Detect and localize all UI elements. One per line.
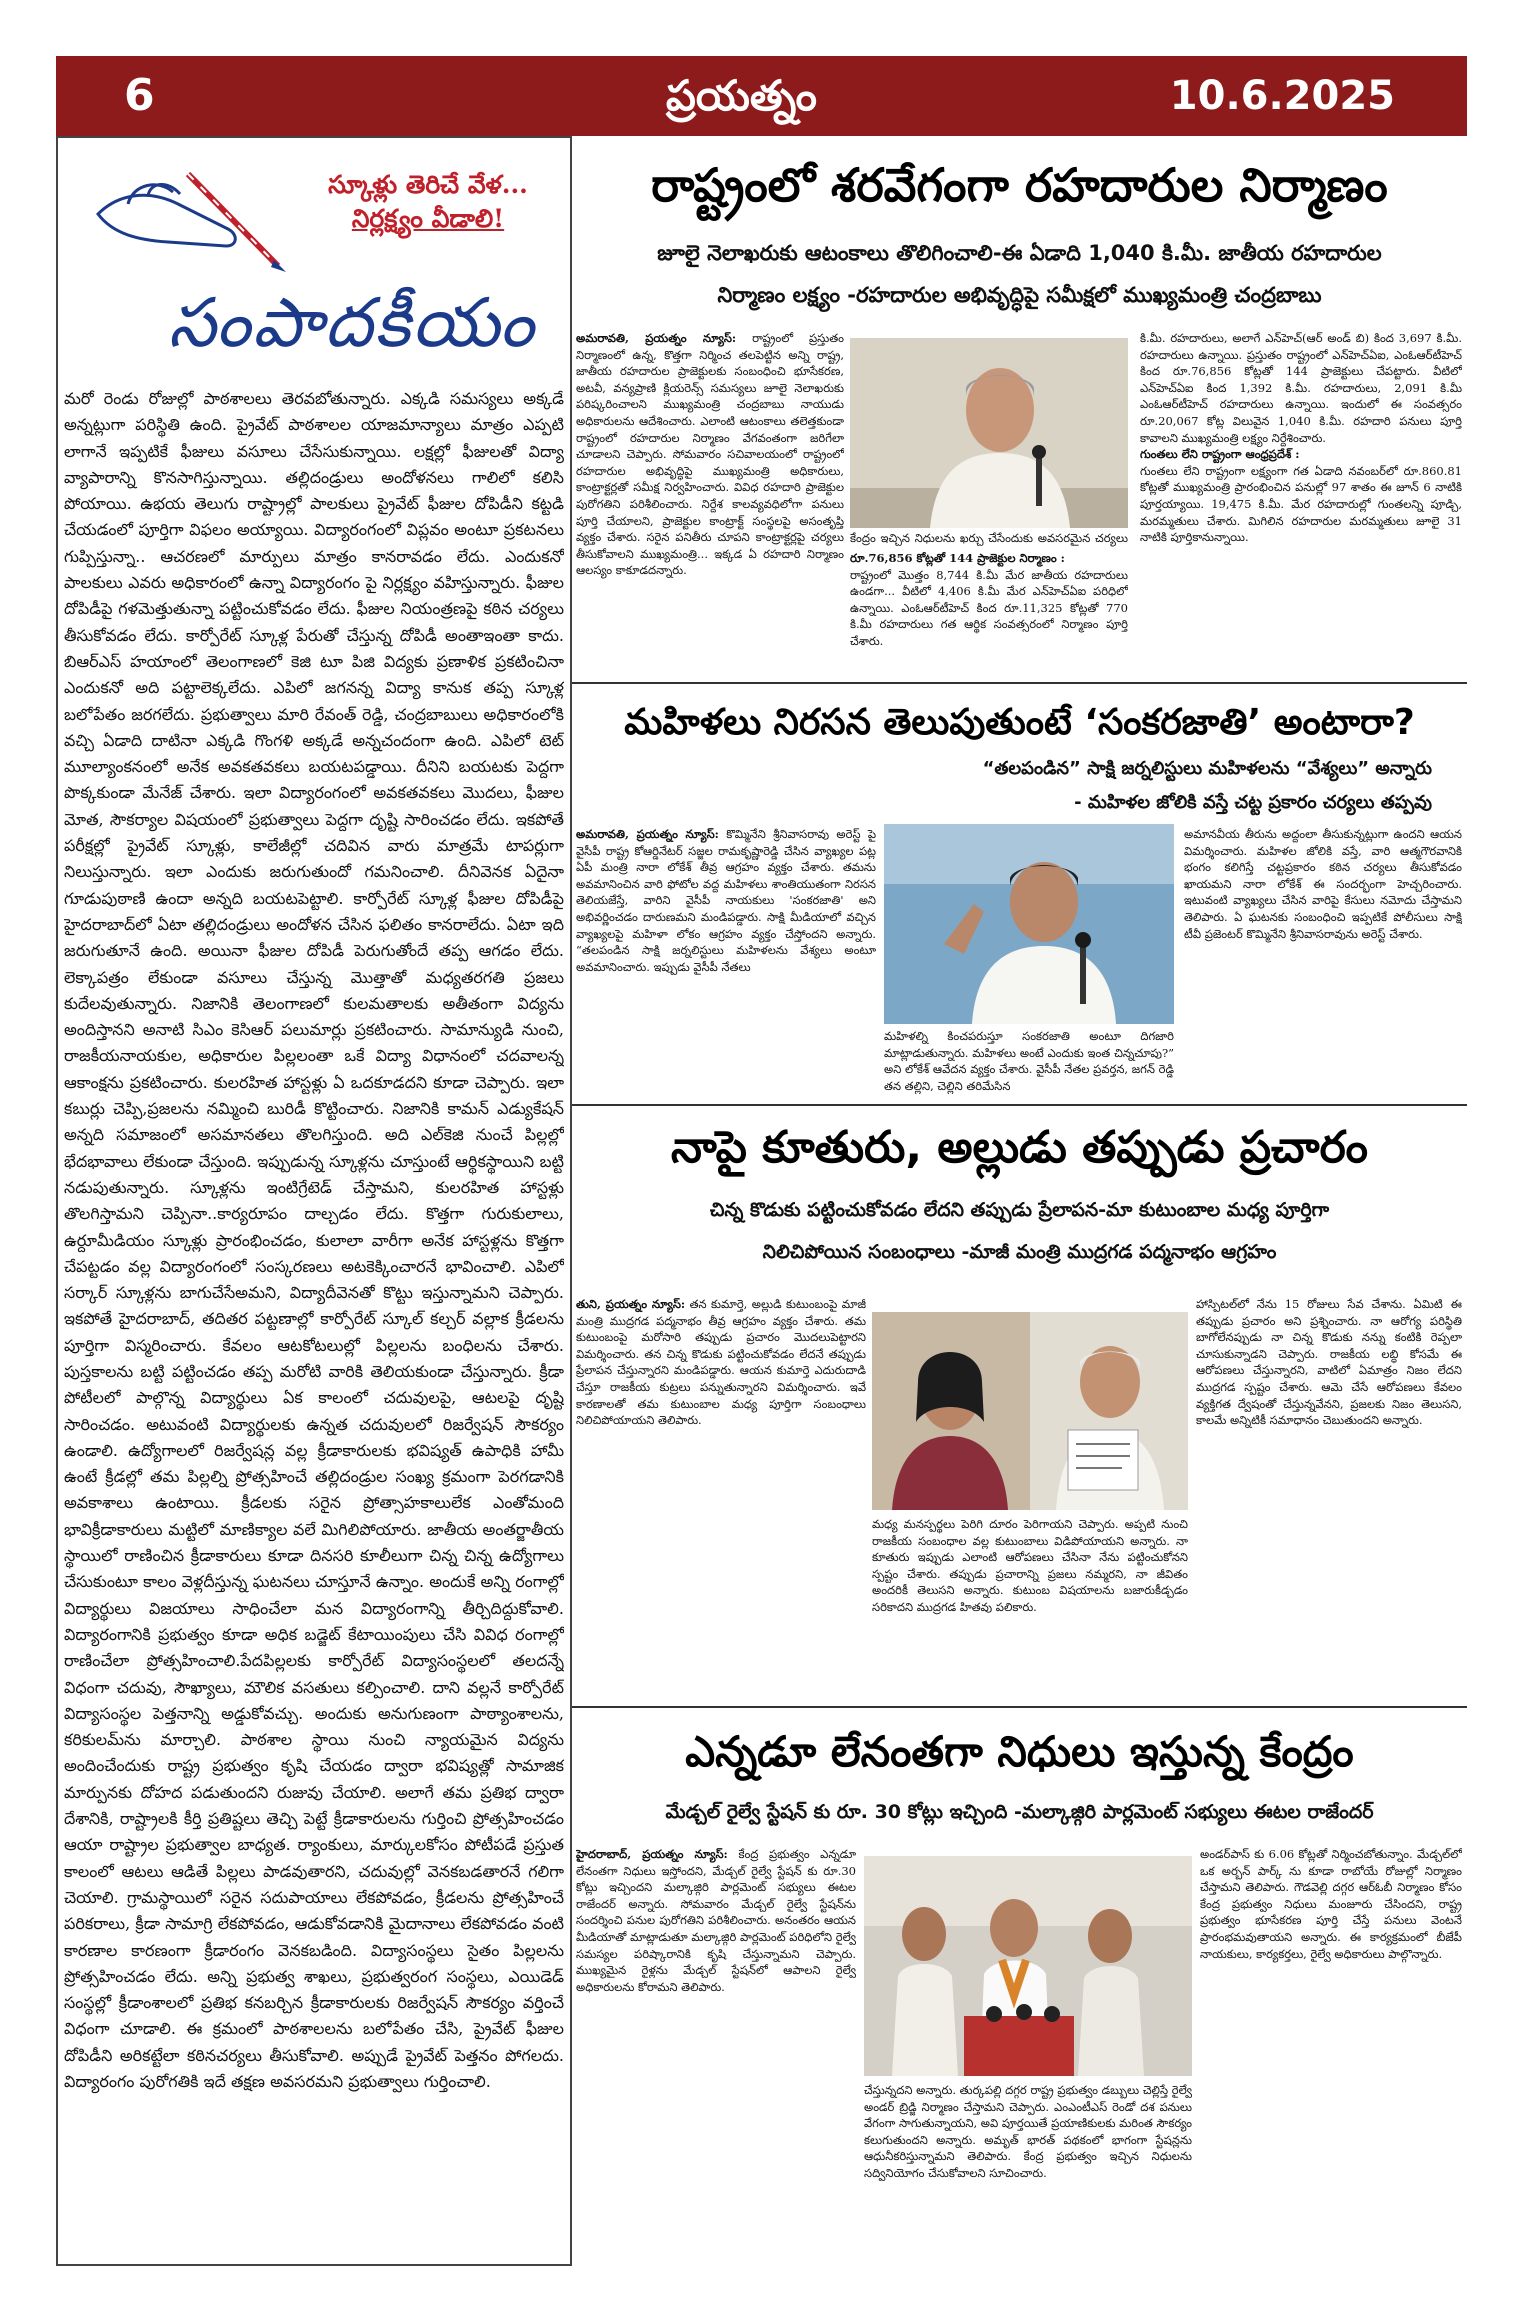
article-text: హాస్పిటల్‌లో నేను 15 రోజులు సేవ చేశాను. ఏమిటి ఈ తప్పుడు ప్రచారం అని ప్రశ్నించారు. నా ఆరోగ్య పరిస్థితి బాగోలేనప్పుడు నా చిన్న కొడుకు నన్ను కంటికి రెప్పలా చూసుకున్నాడని చెప్పారు. రాజకీయ లబ్ధి కోసమే ఈ ఆరోపణలు చేస్తున్నారని, వాటిలో ఏమాత్రం నిజం లేదని ముద్రగడ స్పష్టం చేశారు. ఆమె చేసే ఆరోపణలు కేవలం వ్యక్తిగత ద్వేషంతో చేస్తున్నవేనని, ప్రజలకు నిజం తెలుసని, కాలమే అన్నిటికీ సమాధానం చెబుతుందని అన్నారు. — [1196, 1297, 1462, 1428]
editorial-headline-line2: నిర్లక్ష్యం వీడాలి! — [351, 204, 505, 233]
article-text: కొమ్మినేని శ్రీనివాసరావు అరెస్ట్ పై వైసీపీ రాష్ట్ర కోఆర్డినేటర్ సజ్జల రామకృష్ణారెడ్డి చేసిన వ్యాఖ్యల పట్ల ఏపీ మంత్రి నారా లోకేశ్ తీవ్ర ఆగ్రహం వ్యక్తం చేశారు. తమను అవమానించిన వారి ఫోటోల వద్ద మహిళలు శాంతియుతంగా నిరసన తెలియజేస్తే, వారిని వైసీపీ నాయకులు 'సంకరజాతి' అని అభివర్ణించడం దారుణమని మండిపడ్డారు. సాక్షి మీడియాలో వచ్చిన వ్యాఖ్యలపై మహిళా లోకం ఆగ్రహం వ్యక్తం చేస్తోందని అన్నారు. “తలపండిన సాక్షి జర్నలిస్టులు మహిళలను వేశ్యలు అంటూ అవమానించారు. ఇప్పుడు వైసీపీ నేతలు — [576, 827, 876, 974]
article-deck-roads-1: జూలై నెలాఖరుకు ఆటంకాలు తొలిగించాలి-ఈ ఏడాది 1,040 కి.మీ. జాతీయ రహదారుల — [657, 241, 1382, 265]
article-body-women-col1 — [576, 826, 876, 1094]
photo-lokesh — [884, 824, 1174, 1024]
article-body-funds-col3 — [1200, 1846, 1462, 2260]
photo-etela-rajender-press-meet — [864, 1856, 1192, 2076]
section-divider — [572, 682, 1467, 684]
photo-mudragada-family — [872, 1312, 1188, 1510]
article-text: కేంద్ర ప్రభుత్వం ఎన్నడూ లేనంతగా నిధులు ఇస్తోందని, మేడ్చల్ రైల్వే స్టేషన్ కు రూ.30 కోట్లు ఇచ్చిందని మల్కాజ్గిరి పార్లమెంట్ సభ్యులు ఈటల రాజేందర్ అన్నారు. సోమవారం మేడ్చల్ రైల్వే స్టేషన్‌ను సందర్శించి పనుల పురోగతిని పరిశీలించారు. అనంతరం ఆయన మీడియాతో మాట్లాడుతూ మల్కాజ్గిరి పార్లమెంట్ పరిధిలోని రైల్వే సమస్యల పరిష్కారానికి కృషి చేస్తున్నామని చెప్పారు. ముఖ్యమైన రైళ్లను మేడ్చల్ స్టేషన్‌లో ఆపాలని రైల్వే అధికారులను కోరామని తెలిపారు. — [576, 1847, 856, 1994]
article-dateline: అమరావతి, ప్రయత్నం న్యూస్: — [576, 827, 719, 841]
article-dateline: అమరావతి, ప్రయత్నం న్యూస్: — [576, 331, 737, 345]
article-text: మధ్య మనస్పర్థలు పెరిగి దూరం పెరిగాయని చెప్పారు. అప్పటి నుంచి రాజకీయ సంబంధాల వల్ల కుటుంబాలు విడిపోయాయని అన్నారు. నా కూతురు ఇప్పుడు ఎలాంటి ఆరోపణలు చేసినా నేను పట్టించుకోనని స్పష్టం చేశారు. తప్పుడు ప్రచారాన్ని ప్రజలు నమ్మరని, నా జీవితం అందరికీ తెలుసని అన్నారు. కుటుంబ విషయాలను బజారుకీడ్చడం సరికాదని ముద్రగడ హితవు పలికారు. — [872, 1517, 1188, 1614]
newspaper-name: ప్రయత్నం — [666, 71, 817, 120]
article-text: తన కుమార్తె, అల్లుడి కుటుంబంపై మాజీ మంత్రి ముద్రగడ పద్మనాభం తీవ్ర ఆగ్రహం వ్యక్తం చేశారు. తమ కుటుంబంపై మరోసారి తప్పుడు ప్రచారం మొదలుపెట్టారని విమర్శించారు. తన చిన్న కొడుకు పట్టించుకోవడం లేదనే తప్పుడు ప్రేలాపన చేస్తున్నారని మండిపడ్డారు. ఆయన కుమార్తె ఎదురుదాడి చేస్తూ రాజకీయ కుట్రలు పన్నుతున్నారని విమర్శించారు. ఇవే కారణాలతో తమ కుటుంబాల మధ్య పూర్తిగా సంబంధాలు నిలిచిపోయాయని తెలిపారు. — [576, 1297, 866, 1428]
article-headline-women-protest: మహిళలు నిరసన తెలుపుతుంటే ‘సంకరజాతి’ అంటారా? — [624, 702, 1415, 743]
article-body-mudragada-col3 — [1196, 1296, 1462, 1694]
article-text: కి.మీ. రహదారులు, అలాగే ఎన్‌హెచ్(ఆర్ అండ్ బి) కింద 3,697 కి.మీ. రహదారులు ఉన్నాయి. ప్రస్తుతం రాష్ట్రంలో ఎన్‌హెచ్ఏఐ, ఎంఓఆర్‌టీహెచ్ కింద రూ.76,856 కోట్లతో 144 ప్రాజెక్టులు చేపట్టారు. వీటిలో ఎన్‌హెచ్ఏఐ కింద 1,392 కి.మీ. రహదారులు, 2,091 కి.మీ ఎంఓఆర్‌టీహెచ్ రహదారులు ఉన్నాయి. ఇందులో ఈ సంవత్సరం రూ.20,067 కోట్ల విలువైన 1,040 కి.మీ. రహదారి పనులు పూర్తి కావాలని ముఖ్యమంత్రి లక్ష్యం నిర్దేశించారు. — [1140, 331, 1462, 445]
editorial-section-title: సంపాదకీయం — [168, 284, 536, 363]
section-divider — [572, 1706, 1467, 1708]
editorial-body: మరో రెండు రోజుల్లో పాఠశాలలు తెరవబోతున్నారు. ఎక్కడి సమస్యలు అక్కడే అన్నట్లుగా పరిస్థితి ఉంది. ప్రైవేట్ పాఠశాలల యాజమాన్యాలు మాత్రం ఎప్పటి లాగానే ఇప్పటికే ఫీజులు వసూలు చేసేసుకున్నాయి. లక్షల్లో ఫీజులతో విద్యా వ్యాపారాన్ని కొనసాగిస్తున్నాయి. తల్లిదండ్రులు అందోళనలు గాలిలో కలిసి పోయాయి. ఉభయ తెలుగు రాష్ట్రాల్లో పాలకులు ప్రైవేట్ ఫీజుల దోపిడీని కట్టడి చేయడంలో పూర్తిగా విఫలం అయ్యాయి. విద్యారంగంలో విప్లవం అంటూ ప్రకటనలు గుప్పిస్తున్నా.. ఆచరణలో మార్పులు మాత్రం కానరావడం లేదు. ఎందుకనో పాలకులు ఎవరు అధికారంలో ఉన్నా విద్యారంగం పై నిర్లక్ష్యం వహిస్తున్నారు. ఫీజుల దోపిడీపై గళమెత్తుతున్నా పట్టించుకోవడం లేదు. ఫీజుల నియంత్రణపై కఠిన చర్యలు తీసుకోవడం లేదు. కార్పోరేట్ స్కూళ్ల పేరుతో చేస్తున్న దోపిడీ అంతాఇంతా కాదు. బిఆర్ఎస్ హయాంలో తెలంగాణలో కెజి టూ పిజి విద్యకు ప్రణాళిక ప్రకటించినా ఎందుకనో అది పట్టాలెక్కలేదు. ఎపిలో జగనన్న విద్యా కానుక తప్ప స్కూళ్ల బలోపేతం జరగలేదు. ప్రభుత్వాలు మారి రేవంత్ రెడ్డి, చంద్రబాబులు అధికారంలోకి వచ్చి ఏడాది దాటినా ఎక్కడి గొంగళి అక్కడే అన్నచందంగా ఉంది. ఎపిలో టెట్ మూల్యాంకనంలో అనేక అవకతవకలు బయటపడ్డాయి. దీనిని బయటకు పెద్దగా పొక్కకుండా మేనేజ్ చేశారు. ఇలా విద్యారంగంలో అవకతవకలు మొదలు, ఫీజుల మోత, సౌకర్యాల విషయంలో ప్రభుత్వాలు పెద్దగా దృష్టి సారించడం లేదు. ఇకపోతే పరీక్షల్లో ప్రైవేట్ స్కూళ్లు, కాలేజీల్లో చదివిన వారు మాత్రమే టాపర్లుగా నిలుస్తున్నారు. ఇలా ఎందుకు జరుగుతుందో గమనించాలి. దీనివెనక ఏదైనా గూడుపుఠాణి ఉందా అన్నది బయటపెట్టాలి. కార్పోరేట్ స్కూళ్ల ఫీజుల దోపిడీపై హైదరాబాద్‌లో ఏటా తల్లిదండ్రులు అందోళన చేసిన ఫలితం కానరాలేదు. ఏటా ఇది జరుగుతూనే ఉంది. అయినా ఫీజుల దోపిడీ పెరుగుతోందే తప్ప ఆగడం లేదు. లెక్కాపత్రం లేకుండా వసూలు చేస్తున్న మొత్తాతో మధ్యతరగతి ప్రజలు కుదేలవుతున్నారు. నిజానికి తెలంగాణలో కులమతాలకు అతీతంగా విద్యను అందిస్తానని అనాటి సిఎం కెసిఆర్ పలుమార్లు ప్రకటించారు. సామాన్యుడి నుంచి, రాజకీయనాయకుల, అధికారుల పిల్లలంతా ఒకే విద్యా విధానంలో చదవాలన్న ఆకాంక్షను ప్రకటించారు. కులరహిత హాస్టళ్లు ఏ ఒదకూడదని కూడా చెప్పారు. ఇలా కబుర్లు చెప్పి,ప్రజలను నమ్మించి బురిడీ కొట్టించారు. నిజానికి కామన్ ఎడ్యుకేషన్ అన్నది సమాజంలో అసమానతలు తొలగిస్తుంది. అది ఎల్‌కెజి నుంచే పిల్లల్లో భేదభావాలు లేకుండా చేస్తుంది. ఇప్పుడున్న స్కూళ్లను చూస్తుంటే ఆర్థికస్థాయిని బట్టి నడుపుతున్నారు. స్కూళ్లను ఇంటిగ్రేటెడ్ చేస్తామని, కులరహిత హాస్టళ్లు తొలగిస్తామని చెప్పినా..కార్యరూపం దాల్చడం లేదు. కొత్తగా గురుకులాలు, ఉర్దూమీడియం స్కూళ్లు ప్రారంభించడం, కులాలా వారీగా అనేక హాస్టళ్లను కొత్తగా చేపట్టడం వల్ల విద్యారంగంలో సంస్కరణలు అటకెక్కించారనే భావించాలి. ఎపిలో సర్కార్ స్కూళ్లను బాగుచేసేఅమని, విద్యాదీవెనతో కొట్టు ఇస్తున్నామని చెప్పారు. ఇకపోతే హైదరాబాద్, తదితర పట్టణాల్లో కార్పోరేట్ స్కూల్ కల్చర్ వల్లాక క్రీడలను పూర్తిగా విస్మరించారు. కేవలం ఆటకోటలుల్లో పిల్లలను బంధిలను చేశారు. పుస్తకాలను బట్టి పట్టించడం తప్ప మరోటి వారికి తెలియకుండా చేస్తున్నారు. క్రీడా పోటీలలో పాల్గొన్న విద్యార్థులు ఏక కాలంలో చదువులపై, ఆటలపై దృష్టి సారించడం. అటువంటి విద్యార్థులకు ఉన్నత చదువులలో రిజర్వేషన్ సౌకర్యం ఉండాలి. ఉద్యోగాలలో రిజర్వేషన్ల వల్ల క్రీడాకారులకు భవిష్యత్ ఉపాధికి హామీ ఉంటే క్రీడల్లో తమ పిల్లల్ని ప్రోత్సహించే తల్లిదండ్రుల సంఖ్య క్రమంగా పెరగడానికి అవకాశాలు ఉంటాయి. క్రీడలకు సరైన ప్రోత్సాహకాలులేక ఎంతోమంది భావిక్రీడాకారులు మట్టిలో మాణిక్యాల వలే మిగిలిపోయారు. జాతీయ అంతర్జాతీయ స్థాయిలో రాణించిన క్రీడాకారులు కూడా దినసరి కూలీలుగా చిన్న చిన్న ఉద్యోగాలు చేసుకుంటూ కాలం వెళ్లదీస్తున్న ఘటనలు చూస్తూనే ఉన్నాం. అందుకే అన్ని రంగాల్లో విద్యార్థులు విజయాలు సాధించేలా మన విద్యారంగాన్ని తీర్చిదిద్దుకోవాలి. విద్యారంగానికి ప్రభుత్వం కూడా అధిక బడ్జెట్ కేటాయింపులు చేసి వివిధ రంగాల్లో రాణించేలా ప్రోత్సహించాలి.పేదపిల్లలకు కార్పోరేట్ విద్యాసంస్థలలో తలదన్నే విధంగా చదువు, సౌఖ్యాలు, మౌలిక వసతులు కల్పించాలి. దాని వల్లనే కార్పోరేట్ విద్యాసంస్థల పెత్తనాన్ని అడ్డుకోవచ్చు. అందుకు అనుగుణంగా పాఠ్యాంశాలను, కరికులమ్‌ను మార్చాలి. పాఠశాల స్థాయి నుంచి న్యాయమైన విద్యను అందించేందుకు రాష్ట్ర ప్రభుత్వం కృషి చేయడం ద్వారా భవిష్యత్లో సామాజిక మార్పునకు దోహద పడుతుందని రుజువు చేయాలి. అలాగే తమ ప్రతిభ ద్వారా దేశానికి, రాష్ట్రాలకి కీర్తి ప్రతిష్టలు తెచ్చి పెట్టే క్రీడాకారులను గుర్తించి ప్రోత్సహించడం ఆయా రాష్ట్రాల ప్రభుత్వాల బాధ్యత. ర్యాంకులు, మార్కులకోసం పోటీపడే ప్రస్తుత కాలంలో ఆటలు ఆడితే పిల్లలు పాడవుతారని, చదువుల్లో వెనకబడతారనే గలిగా చెయాలి. గ్రామస్థాయిలో సరైన సదుపాయాలు లేకపోవడం, క్రీడలను ప్రోత్సహించే పరికరాలు, క్రీడా సామాగ్రి లేకపోవడం, ఆడుకోవడానికి మైదానాలు లేకపోవడం వంటి కారణాల కారణంగా క్రీడారంగం వెనకబడింది. విద్యాసంస్థలు సైతం పిల్లలను ప్రోత్సహించడం లేదు. అన్ని ప్రభుత్వ శాఖలు, ప్రభుత్వరంగ సంస్థలు, ఎయిడెడ్ సంస్థల్లో క్రీడాంశాలలో ప్రతిభ కనబర్చిన క్రీడాకారులకు రిజర్వేషన్ సౌకర్యం వర్తించే విధంగా చూడాలి. ఈ క్రమంలో పాఠశాలలను బలోపేతం చేసి, ప్రైవేట్ ఫీజుల దోపిడీని అరికట్టేలా కఠినచర్యలు తీసుకోవాలి. అప్పుడే ప్రైవేట్ పెత్తనం పోగలదు. విద్యారంగం పురోగతికి ఇదే తక్షణ అవసరమని ప్రభుత్వాలు గుర్తించాలి. — [64, 389, 564, 2091]
article-subhead: గుంతలు లేని రాష్ట్రంగా ఆంధ్రప్రదేశ్ : — [1140, 447, 1300, 462]
article-text: మహిళల్ని కించపరుస్తూ సంకరజాతి అంటూ దిగజారి మాట్లాడుతున్నారు. మహిళలు అంటే ఎందుకు ఇంత చిన్నచూపు?” అని లోకేశ్ ఆవేదన వ్యక్తం చేశారు. వైసీపీ నేతల ప్రవర్తన, జగన్ రెడ్డి తన తల్లిని, చెల్లిని తరిమేసిన — [884, 1029, 1174, 1093]
article-deck-mudragada-1: చిన్న కొడుకు పట్టించుకోవడం లేదని తప్పుడు ప్రేలాపన-మా కుటుంబాల మధ్య పూర్తిగా — [709, 1199, 1330, 1221]
editorial-headline — [298, 168, 558, 236]
article-text: రాష్ట్రంలో ప్రస్తుతం నిర్మాణంలో ఉన్న, కొత్తగా నిర్మించ తలపెట్టిన అన్ని రాష్ట్ర, జాతీయ రహదారుల ప్రాజెక్టులకు సంబంధించి భూసేకరణ, అటవీ, వన్యప్రాణి క్లియరెన్స్ సమస్యలు జూలై నెలాఖరుకు పరిష్కరించాలని ముఖ్యమంత్రి చంద్రబాబు నాయుడు అధికారులను ఆదేశించారు. ఎలాంటి ఆటంకాలు తలెత్తకుండా రాష్ట్రంలో రహదారుల నిర్మాణం వేగవంతంగా జరిగేలా చూడాలని చెప్పారు. సోమవారం సచివాలయంలో రాష్ట్రంలో రహదారుల అభివృద్ధిపై ముఖ్యమంత్రి అధికారులు, కాంట్రాక్టర్లతో సమీక్ష నిర్వహించారు. వివిధ రహదారి ప్రాజెక్టుల పురోగతిని పరిశీలించారు. నిర్దేశ కాలవ్యవధిలోగా పనులు పూర్తి చేయాలని, ప్రాజెక్టుల కాంట్రాక్ట్ సంస్థలపై అసంతృప్తి వ్యక్తం చేశారు. సరైన పనితీరు చూపని కాంట్రాక్టర్లపై చర్యలు తీసుకోవాలని ముఖ్యమంత్రి... ఇక్కడ ఏ రహదారి నిర్మాణం ఆలస్యం కాకూడదన్నారు. — [576, 331, 844, 578]
article-body-funds-col1 — [576, 1846, 856, 2260]
article-body-women-col3 — [1184, 826, 1462, 1094]
article-headline-central-funds: ఎన్నడూ లేనంతగా నిధులు ఇస్తున్న కేంద్రం — [685, 1727, 1354, 1776]
article-body-roads-col3 — [1140, 330, 1462, 670]
article-dateline: తుని, ప్రయత్నం న్యూస్: — [576, 1297, 686, 1311]
photo-chandrababu — [850, 338, 1128, 528]
article-deck-central-funds: మేడ్చల్ రైల్వే స్టేషన్ కు రూ. 30 కోట్లు ఇచ్చింది -మల్కాజ్గిరి పార్లమెంట్ సభ్యులు ఈటల రాజేందర్ — [665, 1801, 1374, 1823]
article-deck-women-2: - మహిళల జోలికి వస్తే చట్ట ప్రకారం చర్యలు తప్పవు — [1074, 792, 1432, 813]
page-number: 6 — [124, 70, 155, 121]
editorial-headline-line1: స్కూళ్లు తెరిచే వేళ... — [328, 170, 528, 199]
article-headline-roads: రాష్ట్రంలో శరవేగంగా రహదారుల నిర్మాణం — [651, 158, 1388, 212]
editorial-column — [56, 136, 572, 2266]
article-body-roads-col2 — [850, 550, 1128, 670]
article-text: రాష్ట్రంలో మొత్తం 8,744 కి.మీ మేర జాతీయ రహదారులు ఉండగా... వీటిలో 4,406 కి.మీ మేర ఎన్‌హెచ్ఏఐ పరిధిలో ఉన్నాయి. ఎంఓఆర్‌టీహెచ్ కింద రూ.11,325 కోట్లతో 770 కి.మీ రహదారులు గత ఆర్థిక సంవత్సరంలో నిర్మాణం పూర్తి చేశారు. — [850, 567, 1128, 648]
article-body-mudragada-col2 — [872, 1516, 1188, 1694]
article-subhead: రూ.76,856 కోట్లతో 144 ప్రాజెక్టుల నిర్మాణం : — [850, 551, 1065, 565]
article-text: గుంతలు లేని రాష్ట్రంగా లక్ష్యంగా గత ఏడాది నవంబర్‌లో రూ.860.81 కోట్లతో ముఖ్యమంత్రి ప్రారంభించిన పనుల్లో 97 శాతం ఈ జూన్ 6 నాటికి పూర్తయ్యాయి. 19,475 కి.మీ. మేర రహదారుల్లో గుంతలన్ని పూడ్చి, మరమ్మతులు చేశారు. మిగిలిన రహదారుల మరమ్మతులు జూలై 31 నాటికి పూర్తికానున్నాయి. — [1140, 463, 1462, 545]
article-photo-caption-roads: కేంద్రం ఇచ్చిన నిధులను ఖర్చు చేసేందుకు అవసరమైన చర్యలు — [850, 531, 1128, 545]
article-deck-mudragada-2: నిలిచిపోయిన సంబంధాలు -మాజీ మంత్రి ముద్రగడ పద్మనాభం ఆగ్రహం — [762, 1241, 1277, 1263]
article-text: చేస్తున్నదని అన్నారు. తుర్కపల్లి దగ్గర రాష్ట్ర ప్రభుత్వం డబ్బులు చెల్లిస్తే రైల్వే అండర్ బ్రిడ్జి నిర్మాణం చేస్తామని చెప్పారు. ఎంఎంటీఎస్ రెండో దశ పనులు వేగంగా సాగుతున్నాయని, అవి పూర్తయితే ప్రయాణికులకు మరింత సౌకర్యం కలుగుతుందని అన్నారు. అమృత్ భారత్ పథకంలో భాగంగా స్టేషన్లను ఆధునీకరిస్తున్నామని తెలిపారు. కేంద్ర ప్రభుత్వం ఇచ్చిన నిధులను సద్వినియోగం చేసుకోవాలని సూచించారు. — [864, 2083, 1192, 2180]
article-body-mudragada-col1 — [576, 1296, 866, 1694]
pen-hand-icon — [88, 154, 298, 274]
article-deck-women-1: “తలపండిన” సాక్షి జర్నలిస్టులు మహిళలను “వేశ్యలు” అన్నారు — [982, 758, 1432, 779]
issue-date: 10.6.2025 — [1169, 73, 1395, 119]
masthead-bar — [56, 56, 1467, 136]
section-divider — [572, 1104, 1467, 1106]
article-text: అమానవీయ తీరును అద్దంలా తీసుకున్నట్లుగా ఉందని ఆయన విమర్శించారు. మహిళల జోలికి వస్తే, వారి ఆత్మగౌరవానికి భంగం కలిగిస్తే చట్టప్రకారం కఠిన చర్యలు తీసుకోవడం ఖాయమని నారా లోకేశ్ ఈ సందర్భంగా హెచ్చరించారు. ఇటువంటి వ్యాఖ్యలు చేసిన వారిపై కేసులు నమోదు చేస్తామని తెలిపారు. ఏ ఘటనకు సంబంధించి ఇప్పటికే పోలీసులు సాక్షి టీవీ ప్రజెంటర్ కొమ్మినేని శ్రీనివాసరావును అరెస్ట్ చేశారు. — [1184, 827, 1462, 941]
article-text: అండర్‌పాస్ కు 6.06 కోట్లతో నిర్మించబోతున్నాం. మేడ్చల్‌లో ఒక అర్బన్ పార్క్ ను కూడా రాబోయే రోజుల్లో నిర్మాణం చేస్తామని తెలిపారు. గౌడవెల్లి దగ్గర ఆర్ఓబీ నిర్మాణం కోసం కేంద్ర ప్రభుత్వం నిధులు మంజూరు చేసిందని, రాష్ట్ర ప్రభుత్వం భూసేకరణ పూర్తి చేస్తే పనులు వెంటనే ప్రారంభమవుతాయని అన్నారు. ఈ కార్యక్రమంలో బీజేపీ నాయకులు, కార్యకర్తలు, రైల్వే అధికారులు పాల్గొన్నారు. — [1200, 1847, 1462, 1961]
article-body-funds-col2 — [864, 2082, 1192, 2260]
article-headline-mudragada: నాపై కూతురు, అల్లుడు తప్పుడు ప్రచారం — [671, 1122, 1368, 1173]
article-body-women-col2 — [884, 1028, 1174, 1094]
article-dateline: హైదరాబాద్, ప్రయత్నం న్యూస్: — [576, 1847, 728, 1861]
article-body-roads-col1 — [576, 330, 844, 670]
article-deck-roads-2: నిర్మాణం లక్ష్యం -రహదారుల అభివృద్ధిపై సమీక్షలో ముఖ్యమంత్రి చంద్రబాబు — [717, 283, 1322, 307]
